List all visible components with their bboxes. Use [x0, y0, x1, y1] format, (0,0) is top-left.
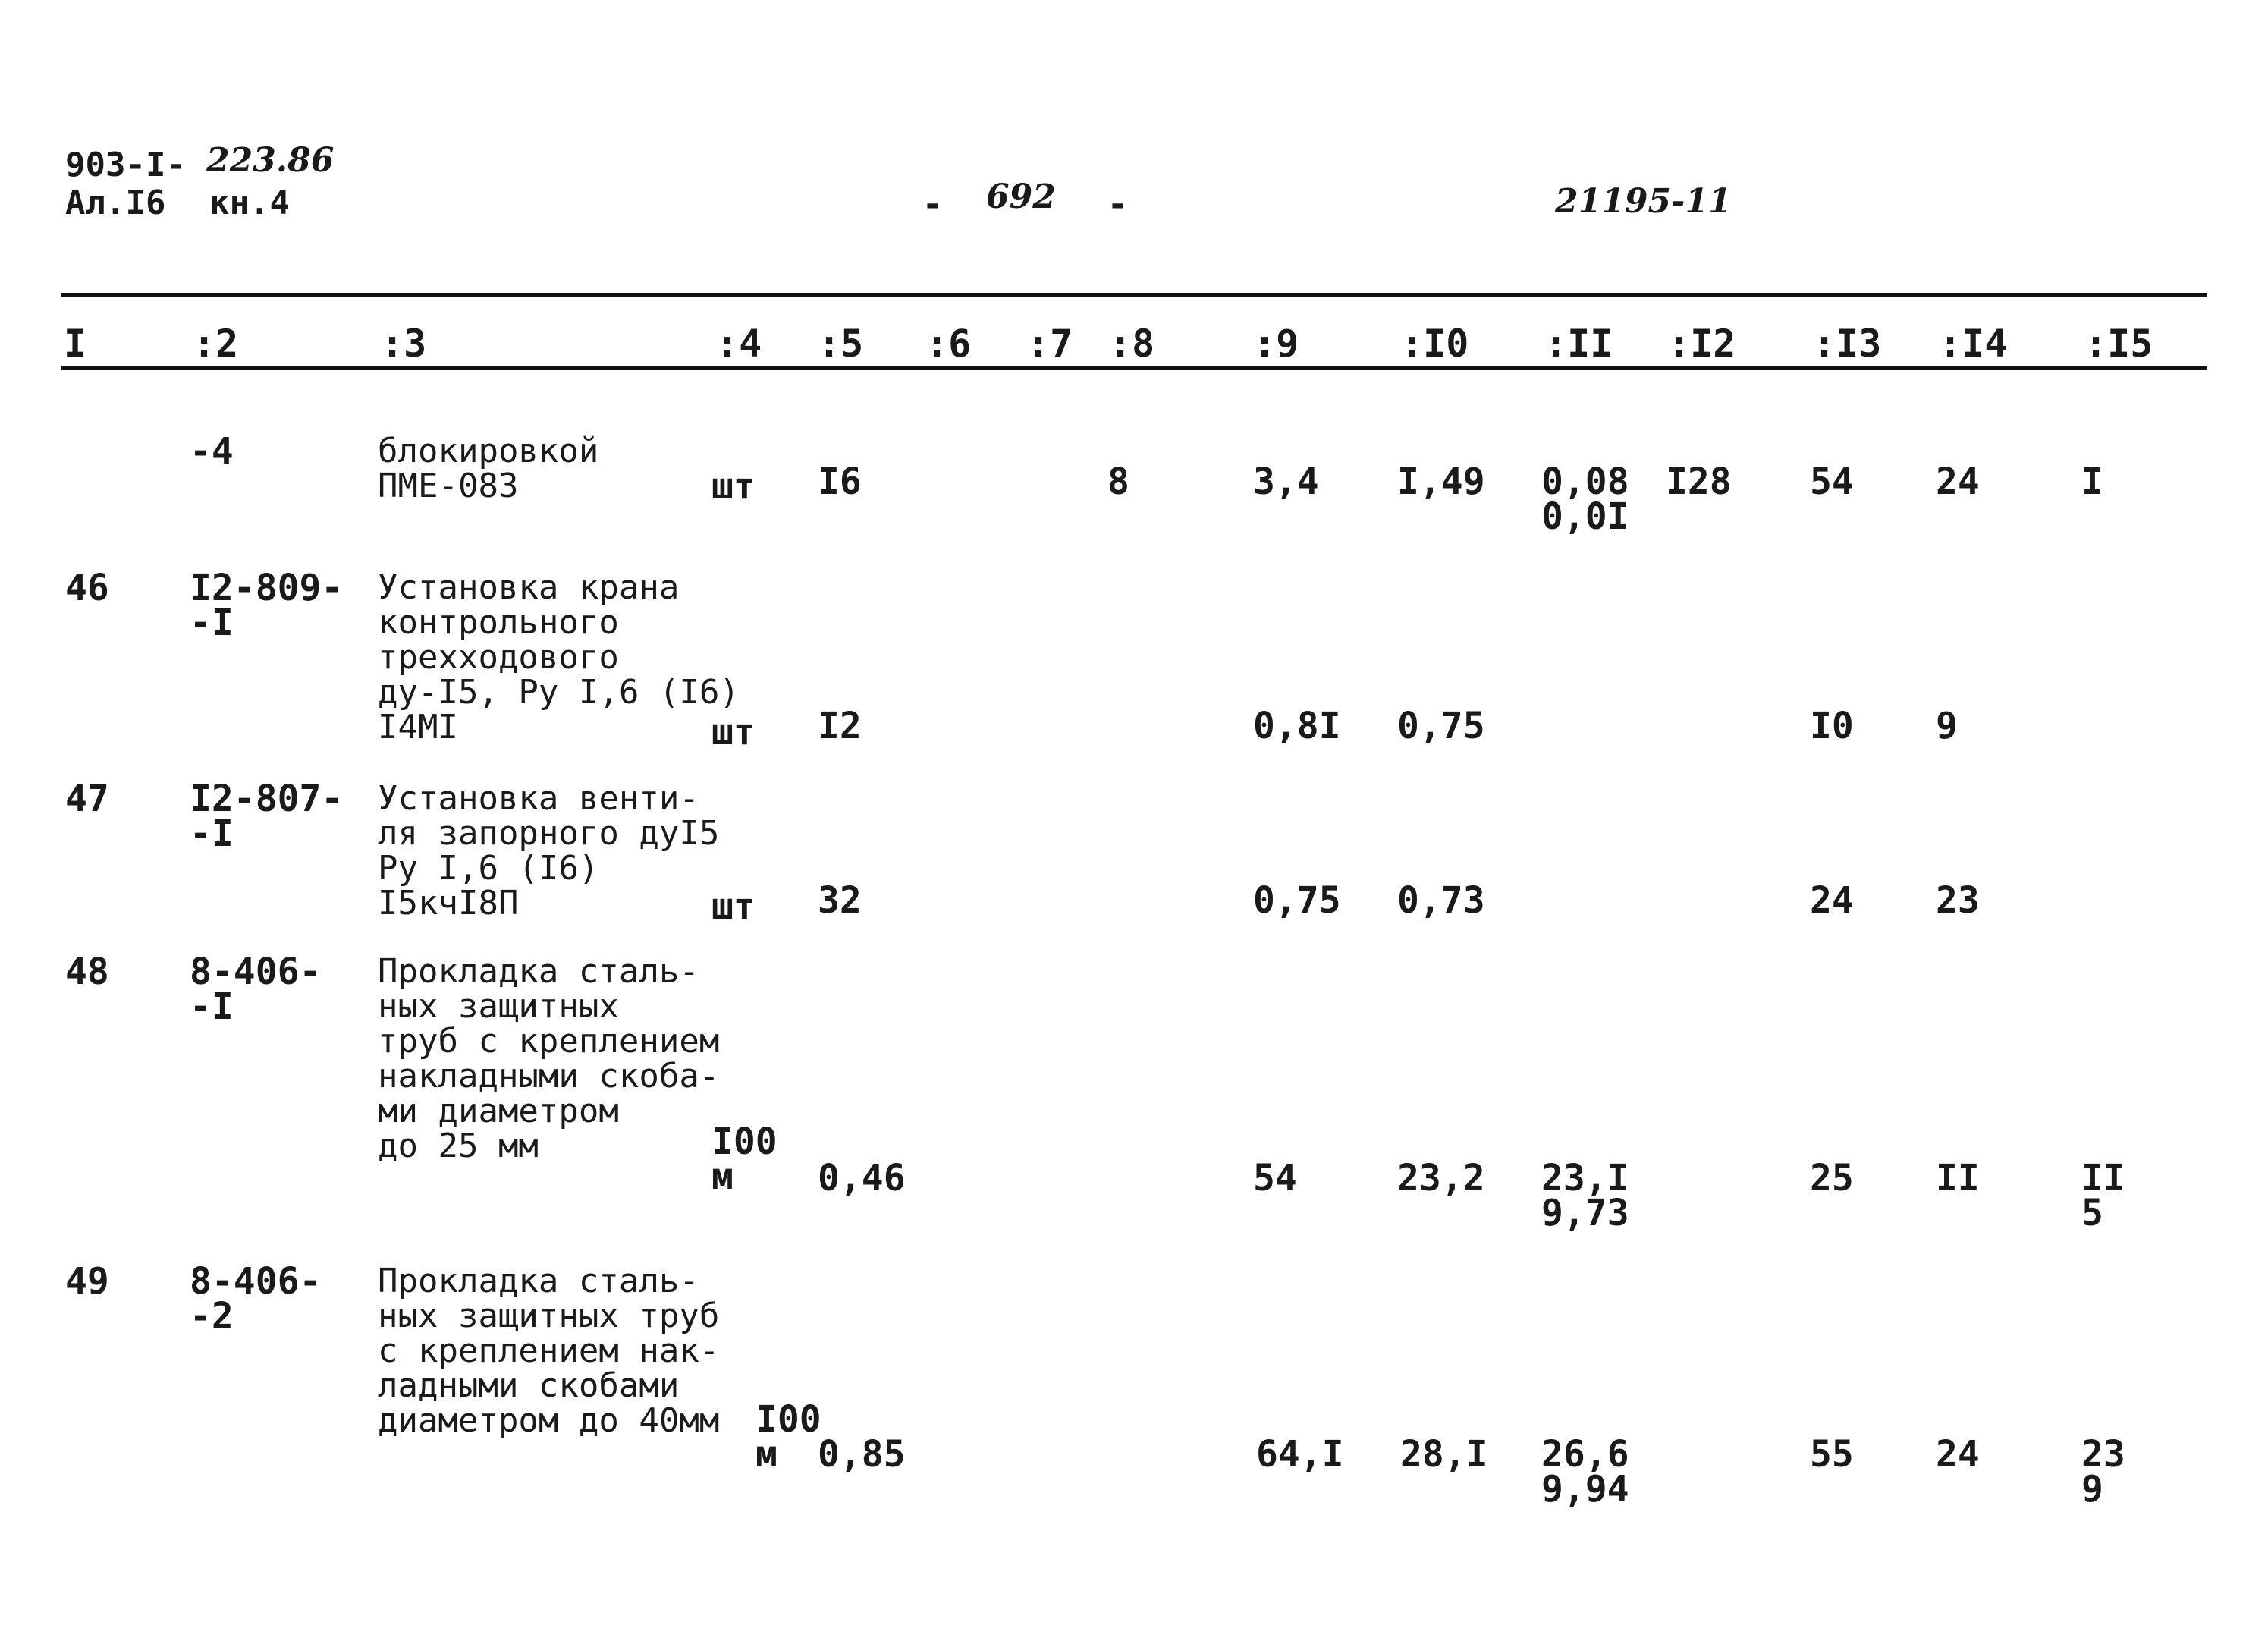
- row-quantity: I2: [818, 705, 862, 747]
- row-col-9: 54: [1253, 1157, 1297, 1199]
- row-number: 48: [65, 951, 109, 993]
- column-header-7: :7: [1027, 322, 1073, 366]
- row-col-13: 25: [1810, 1157, 1854, 1199]
- row-number: 49: [65, 1260, 109, 1303]
- reference-number: 21195-11: [1555, 182, 1732, 221]
- top-rule: [61, 293, 2207, 297]
- row-unit: I00 м: [711, 1121, 777, 1198]
- row-col-15: 23 9: [2081, 1433, 2125, 1510]
- row-description: Установка венти- ля запорного дуI5 Ру I,6 (I6) I5кчI8П: [378, 779, 720, 923]
- header-bottom-rule: [61, 366, 2207, 370]
- page-number: 692: [986, 178, 1056, 216]
- row-code: I2-807- -I: [190, 778, 344, 855]
- row-col-14: 23: [1936, 879, 1980, 922]
- book-number: кн.4: [209, 184, 290, 222]
- document-code-handwritten: 223.86: [206, 141, 335, 180]
- row-code: 8-406- -2: [190, 1260, 322, 1338]
- row-number: 47: [65, 778, 109, 820]
- column-header-6: :6: [925, 322, 972, 366]
- column-header-9: :9: [1253, 322, 1299, 366]
- row-col-11: 26,6 9,94: [1541, 1433, 1629, 1510]
- row-description: блокировкой ПМЕ-083: [378, 432, 599, 505]
- row-col-14: 24: [1936, 461, 1980, 503]
- row-col-11: 0,08 0,0I: [1541, 461, 1629, 538]
- column-header-15: :I5: [2084, 322, 2153, 366]
- row-unit: шт: [711, 885, 755, 928]
- column-header-10: :I0: [1400, 322, 1469, 366]
- row-col-8: 8: [1107, 461, 1129, 503]
- row-col-9: 64,I: [1256, 1433, 1344, 1476]
- page-dash-left: -: [922, 185, 943, 224]
- row-col-13: 55: [1810, 1433, 1854, 1476]
- column-header-13: :I3: [1813, 322, 1882, 366]
- row-description: Установка крана контрольного трехходового ду-I5, Ру I,6 (I6) I4MI: [378, 568, 740, 747]
- row-quantity: 32: [818, 879, 862, 922]
- row-col-10: 23,2: [1397, 1157, 1485, 1199]
- column-header-12: :I2: [1667, 322, 1736, 366]
- row-quantity: 0,85: [818, 1433, 906, 1476]
- row-col-14: 9: [1936, 705, 1958, 747]
- row-unit: I00 м: [755, 1398, 821, 1476]
- row-unit: шт: [711, 465, 755, 508]
- row-col-9: 0,8I: [1253, 705, 1341, 747]
- row-description: Прокладка сталь- ных защитных труб с креплением накладными скоба- ми диаметром до 25 мм: [378, 952, 720, 1165]
- row-description: Прокладка сталь- ных защитных труб с креплением нак- ладными скобами диаметром до 40мм: [378, 1262, 720, 1440]
- row-col-14: II: [1936, 1157, 1980, 1199]
- row-col-13: 24: [1810, 879, 1854, 922]
- row-col-13: 54: [1810, 461, 1854, 503]
- row-col-12: I28: [1666, 461, 1732, 503]
- album-number: Ал.I6: [65, 184, 166, 222]
- row-number: 46: [65, 567, 109, 609]
- row-col-10: I,49: [1397, 461, 1485, 503]
- column-header-14: :I4: [1939, 322, 2008, 366]
- column-header-11: :II: [1544, 322, 1613, 366]
- document-code: 903-I-: [65, 146, 186, 184]
- row-code: -4: [190, 430, 234, 473]
- row-col-14: 24: [1936, 1433, 1980, 1476]
- row-code: I2-809- -I: [190, 567, 344, 644]
- row-col-15: I: [2081, 461, 2103, 503]
- row-col-10: 0,75: [1397, 705, 1485, 747]
- row-unit: шт: [711, 711, 755, 753]
- row-col-11: 23,I 9,73: [1541, 1157, 1629, 1234]
- row-col-9: 0,75: [1253, 879, 1341, 922]
- row-col-9: 3,4: [1253, 461, 1319, 503]
- row-col-10: 0,73: [1397, 879, 1485, 922]
- column-header-2: :2: [193, 322, 239, 366]
- row-col-13: I0: [1810, 705, 1854, 747]
- column-header-5: :5: [818, 322, 864, 366]
- column-header-4: :4: [716, 322, 762, 366]
- column-header-3: :3: [381, 322, 427, 366]
- column-header-1: I: [64, 322, 87, 366]
- row-col-15: II 5: [2081, 1157, 2125, 1234]
- page-dash-right: -: [1107, 185, 1128, 224]
- row-quantity: I6: [818, 461, 862, 503]
- column-header-8: :8: [1109, 322, 1155, 366]
- row-col-10: 28,I: [1400, 1433, 1488, 1476]
- row-code: 8-406- -I: [190, 951, 322, 1028]
- row-quantity: 0,46: [818, 1157, 906, 1199]
